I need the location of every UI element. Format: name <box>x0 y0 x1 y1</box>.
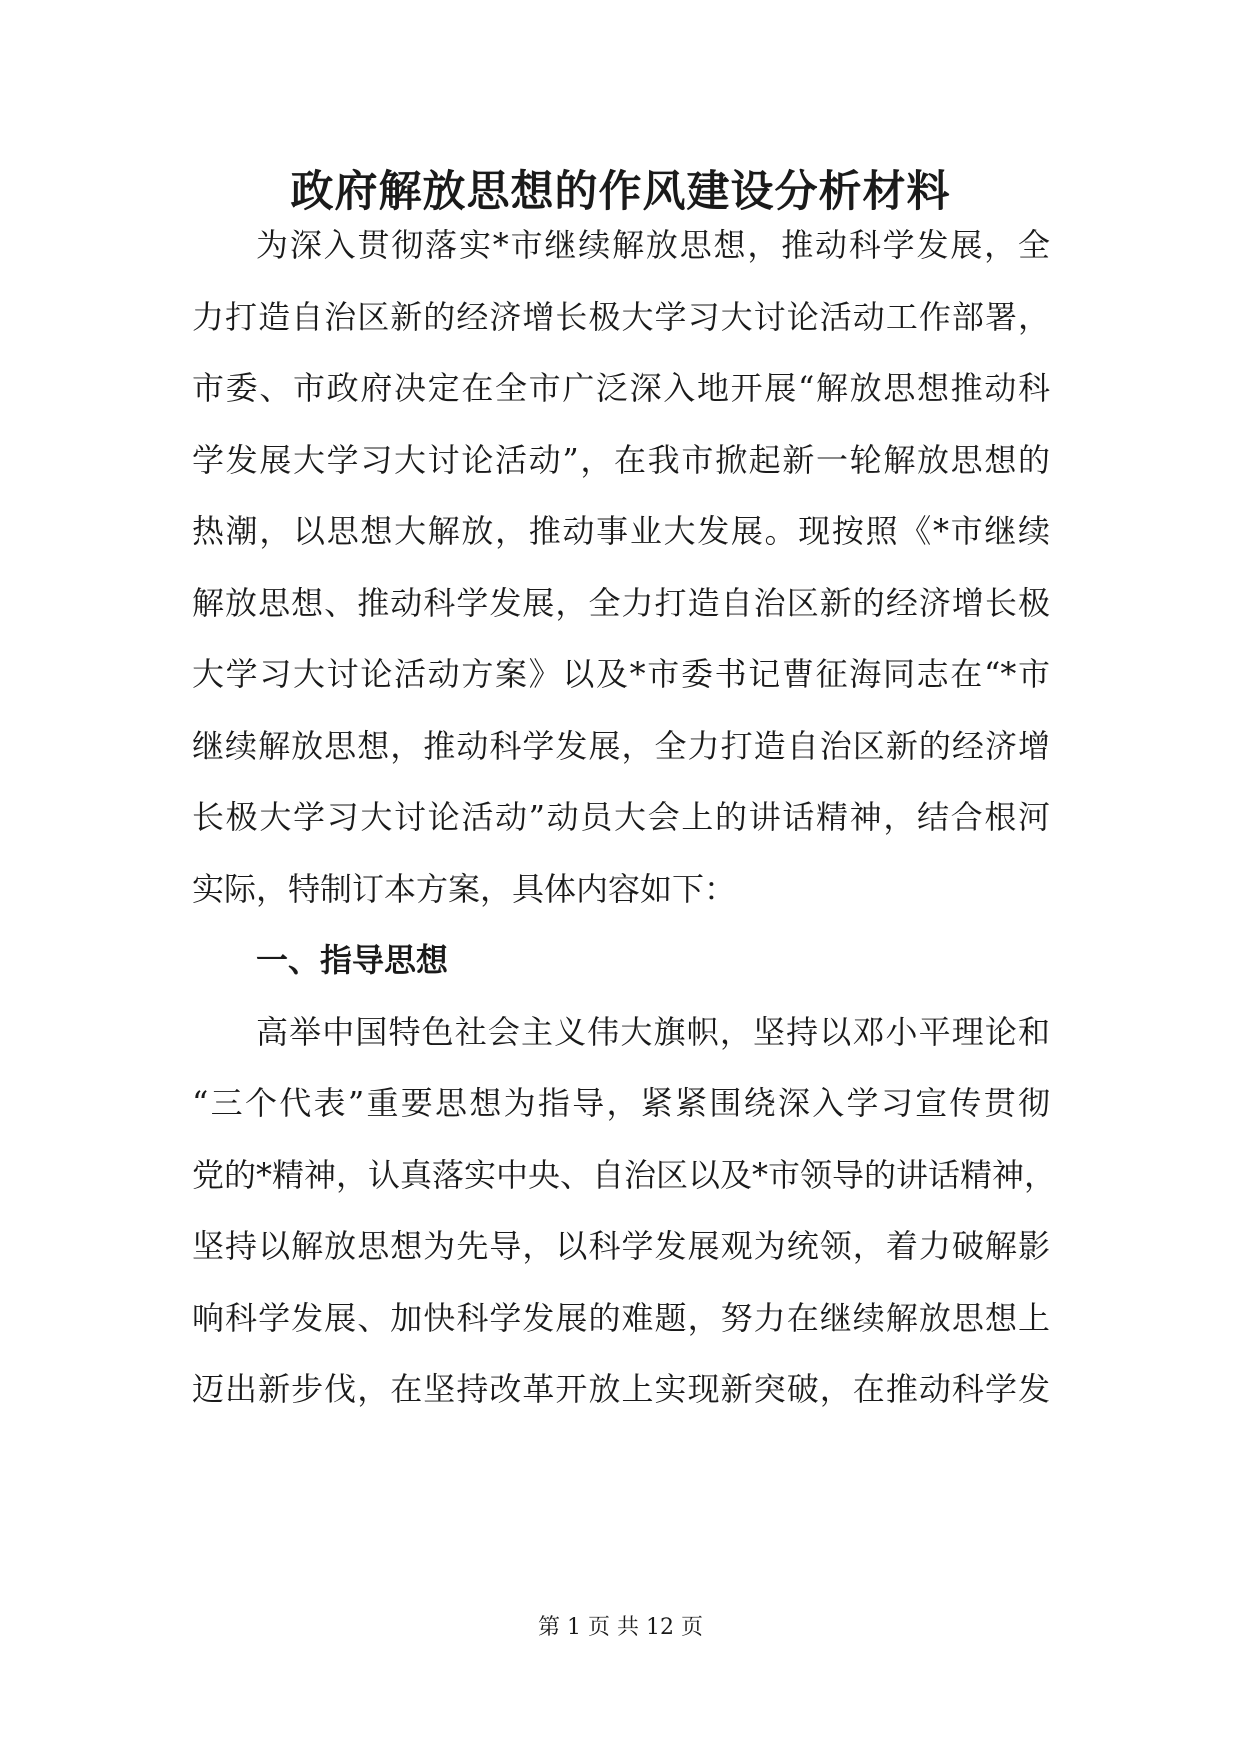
paragraph-1-line-9: 长极大学习大讨论活动”动员大会上的讲话精神，结合根河 <box>192 798 1050 836</box>
paragraph-2-line-1: 高举中国特色社会主义伟大旗帜，坚持以邓小平理论和 <box>256 1013 1050 1051</box>
paragraph-1-line-7: 大学习大讨论活动方案》以及*市委书记曹征海同志在“*市 <box>192 655 1050 693</box>
page-number-footer: 第 1 页 共 12 页 <box>538 1615 703 1640</box>
paragraph-1-line-6: 解放思想、推动科学发展，全力打造自治区新的经济增长极 <box>192 584 1050 622</box>
paragraph-2-line-5: 响科学发展、加快科学发展的难题，努力在继续解放思想上 <box>192 1299 1050 1337</box>
paragraph-1-line-1: 为深入贯彻落实*市继续解放思想，推动科学发展，全 <box>256 226 1050 264</box>
paragraph-1-line-10: 实际，特制订本方案，具体内容如下： <box>192 870 737 908</box>
paragraph-1-line-2: 力打造自治区新的经济增长极大学习大讨论活动工作部署， <box>192 298 1050 336</box>
paragraph-2-line-2: “三个代表”重要思想为指导，紧紧围绕深入学习宣传贯彻 <box>192 1084 1050 1122</box>
document-title: 政府解放思想的作风建设分析材料 <box>290 167 951 217</box>
paragraph-2-line-3: 党的*精神，认真落实中央、自治区以及*市领导的讲话精神， <box>192 1156 1057 1194</box>
paragraph-1-line-8: 继续解放思想，推动科学发展，全力打造自治区新的经济增 <box>192 727 1050 765</box>
paragraph-1-line-4: 学发展大学习大讨论活动”，在我市掀起新一轮解放思想的 <box>192 441 1050 479</box>
paragraph-1-line-5: 热潮，以思想大解放，推动事业大发展。现按照《*市继续 <box>192 512 1050 550</box>
paragraph-2-line-4: 坚持以解放思想为先导，以科学发展观为统领，着力破解影 <box>192 1227 1050 1265</box>
section-heading-guiding-thought: 一、指导思想 <box>256 941 449 979</box>
paragraph-2-line-6: 迈出新步伐，在坚持改革开放上实现新突破，在推动科学发 <box>192 1370 1050 1408</box>
paragraph-1-line-3: 市委、市政府决定在全市广泛深入地开展“解放思想推动科 <box>192 369 1050 407</box>
